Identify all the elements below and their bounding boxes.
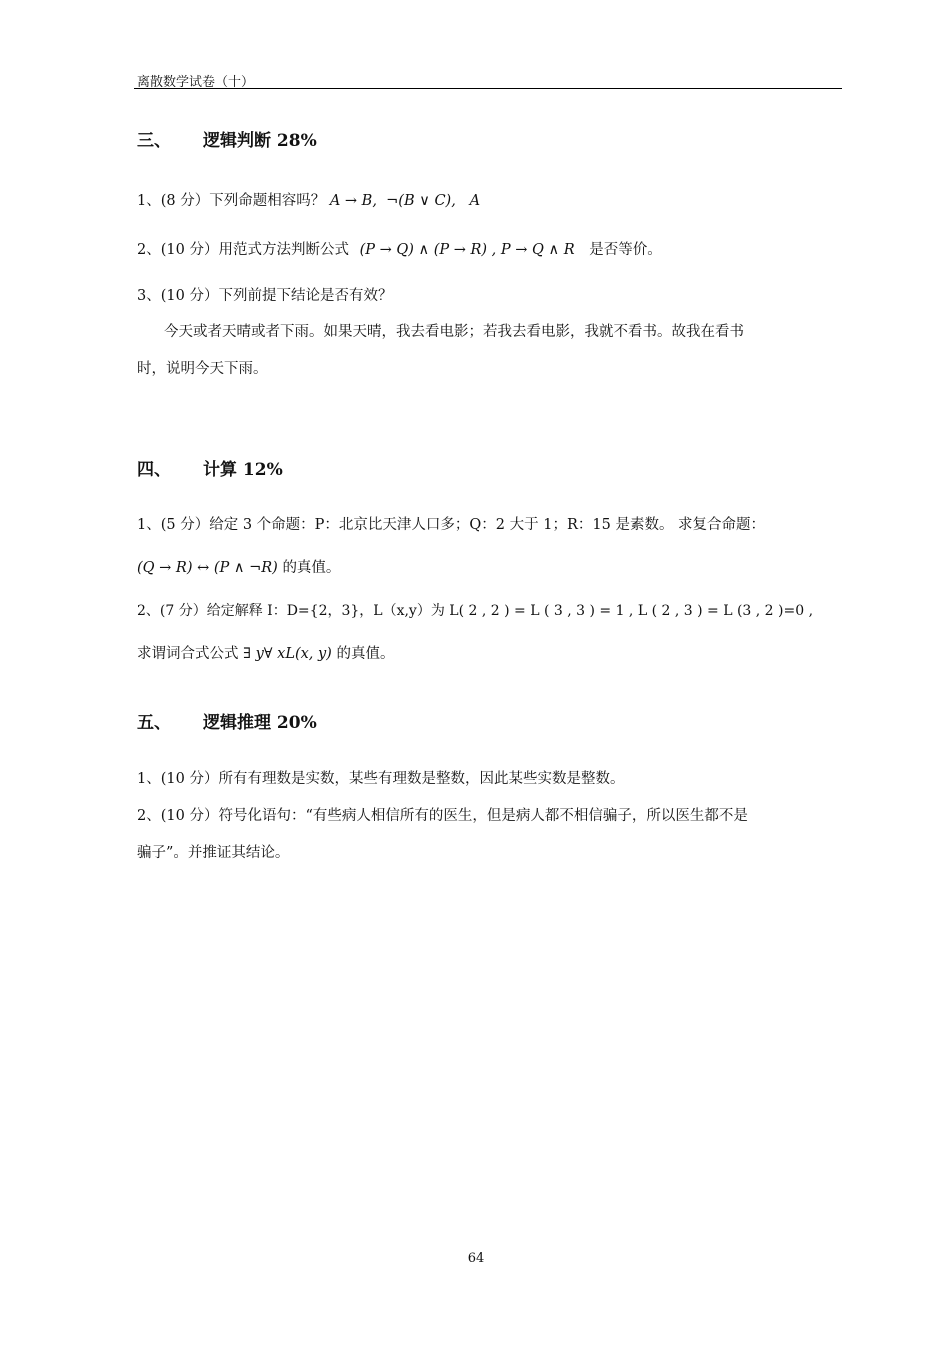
question-4-1-formula [137,556,340,577]
question-3-1 [137,189,480,210]
section-number: 四、 [137,460,171,480]
section-number: 五、 [137,713,171,733]
section-title: 逻辑判断 28% [203,131,317,151]
header-rule [134,88,842,89]
section-title: 计算 12% [203,460,283,480]
formula: ∃ y∀ xL(x, y) [243,646,332,662]
question-5-2: 2、(10 分）符号化语句：“有些病人相信所有的医生，但是病人都不相信骗子，所以医生都不是 [137,808,748,824]
question-text: 求谓词合式公式 [137,646,239,662]
question-3-3-body-cont: 时，说明今天下雨。 [137,361,268,377]
question-4-2-cont [137,642,394,663]
page-number: 64 [467,1251,485,1266]
question-4-2: 2、(7 分）给定解释 I：D={2，3}，L（x,y）为 L( 2 , 2 ) = L ( 3 , 3 ) = 1 , L ( 2 , 3 ) = L (3 , 2 )=0 , [137,603,814,619]
section-title: 逻辑推理 20% [203,713,317,733]
formula: (P → Q) ∧ (P → R) , P → Q ∧ R [359,242,575,258]
header-title: 离散数学试卷（十） [137,75,255,90]
question-suffix: 的真值。 [282,560,341,576]
question-5-1: 1、(10 分）所有有理数是实数，某些有理数是整数，因此某些实数是整数。 [137,771,625,787]
question-3-2 [137,238,662,259]
question-3-3-body: 今天或者天晴或者下雨。如果天晴，我去看电影；若我去看电影，我就不看书。故我在看书 [164,324,744,340]
question-5-2-cont: 骗子”。并推证其结论。 [137,845,290,861]
question-text: 1、(8 分）下列命题相容吗？ [137,193,326,209]
question-suffix: 的真值。 [336,646,395,662]
question-3-3: 3、(10 分）下列前提下结论是否有效？ [137,288,393,304]
question-4-1: 1、(5 分）给定 3 个命题：P：北京比天津人口多；Q：2 大于 1；R：15 是素数。 求复合命题： [137,517,766,533]
formula: (Q → R) ↔ (P ∧ ¬R) [137,560,278,576]
formula: A → B, ¬(B ∨ C), A [329,193,481,209]
section-number: 三、 [137,131,171,151]
question-text: 2、(10 分）用范式方法判断公式 [137,242,349,258]
question-suffix: 是否等价。 [589,242,662,258]
